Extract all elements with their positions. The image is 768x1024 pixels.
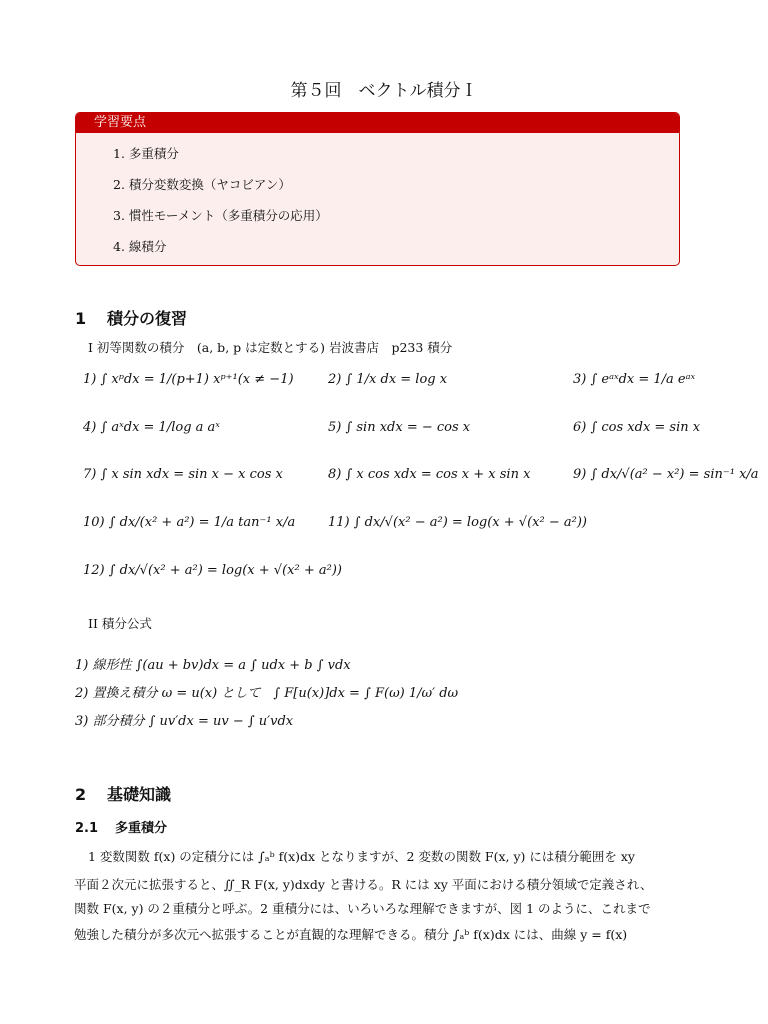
section-title: 積分の復習 [107,309,188,328]
formula: 8) ∫ x cos xdx = cos x + x sin x [328,467,531,482]
formula: 11) ∫ dx/√(x² − a²) = log(x + √(x² − a²)) [328,515,587,530]
formula: 12) ∫ dx/√(x² + a²) = log(x + √(x² + a²)) [83,563,342,578]
integral-rule: 2) 置換え積分 ω = u(x) として ∫ F[u(x)]dx = ∫ F(ω) 1/ω′ dω [75,686,459,701]
section-number: 1 [75,309,87,328]
subsection-number: 2.1 [75,821,99,836]
learning-points-heading: 学習要点 [76,113,679,133]
section-heading [75,306,187,329]
formula: 7) ∫ x sin xdx = sin x − x cos x [83,467,283,482]
integral-rule: 1) 線形性 ∫(au + bv)dx = a ∫ udx + b ∫ vdx [75,658,351,673]
learning-point-item: 3. 慣性モーメント（多重積分の応用） [113,208,328,223]
formula: 3) ∫ eᵃˣdx = 1/a eᵃˣ [573,372,696,387]
section-title: 基礎知識 [107,785,172,804]
section-number: 2 [75,785,87,804]
formula: 6) ∫ cos xdx = sin x [573,420,701,435]
learning-points-box [75,112,680,266]
formula: 2) ∫ 1/x dx = log x [328,372,448,387]
part-heading: II 積分公式 [88,616,152,631]
part-heading: I 初等関数の積分 (a, b, p は定数とする) 岩波書店 p233 積分 [88,340,453,355]
subsection-title: 多重積分 [115,821,168,836]
section-heading [75,782,171,805]
formula: 1) ∫ xᵖdx = 1/(p+1) xᵖ⁺¹(x ≠ −1) [83,372,294,387]
subsection-heading [75,817,167,836]
formula: 4) ∫ aˣdx = 1/log a aˣ [83,420,220,435]
paragraph-line: 勉強した積分が多次元へ拡張することが直観的な理解できる。積分 ∫ₐᵇ f(x)dx には、曲線 y = f(x) [74,927,628,942]
formula: 9) ∫ dx/√(a² − x²) = sin⁻¹ x/a [573,467,759,482]
learning-point-item: 4. 線積分 [113,239,167,254]
integral-rule: 3) 部分積分 ∫ uv′dx = uv − ∫ u′vdx [75,714,294,729]
learning-point-item: 1. 多重積分 [113,146,179,161]
page-title: 第５回 ベクトル積分Ｉ [290,81,478,101]
paragraph-line: 平面２次元に拡張すると、∬_R F(x, y)dxdy と書ける。R には xy 平面における積分領域で定義され、 [74,877,653,892]
formula: 10) ∫ dx/(x² + a²) = 1/a tan⁻¹ x/a [83,515,296,530]
learning-point-item: 2. 積分変数変換（ヤコビアン） [113,177,291,192]
paragraph-line: 関数 F(x, y) の２重積分と呼ぶ。2 重積分には、いろいろな理解できますが、図 1 のように、これまで [74,901,651,916]
paragraph-line: 1 変数関数 f(x) の定積分には ∫ₐᵇ f(x)dx となりますが、2 変数の関数 F(x, y) には積分範囲を xy [88,849,635,864]
formula: 5) ∫ sin xdx = − cos x [328,420,471,435]
